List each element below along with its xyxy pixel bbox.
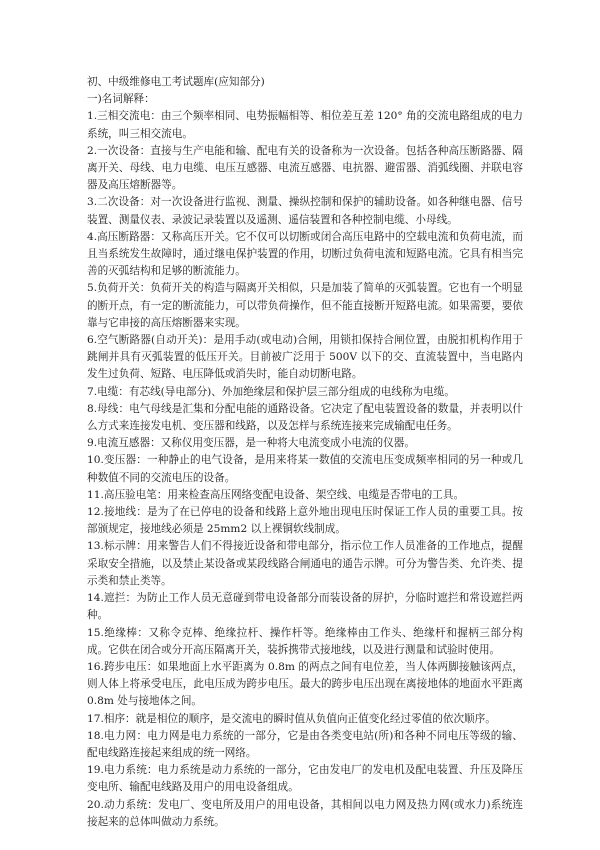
document-page	[87, 74, 523, 831]
definition-entry: 8.母线：电气母线是汇集和分配电能的通路设备。它决定了配电装置设备的数量，并表明以什么方式来连接发电机、变压器和线路，以及怎样与系统连接来完成输配电任务。	[87, 402, 523, 433]
definition-entry: 7.电缆：有芯线(导电部分)、外加绝缘层和保护层三部分组成的电线称为电缆。	[87, 385, 455, 398]
definition-entry: 13.标示牌：用来警告人们不得接近设备和带电部分，指示位工作人员准备的工作地点，提醒采取安全措施，以及禁止某设备或某段线路合闸通电的通告示牌。可分为警告类、允许类、提示类和禁止类等。	[87, 540, 523, 587]
definition-entry: 12.接地线：是为了在已停电的设备和线路上意外地出现电压时保证工作人员的重要工具。按部颁规定，接地线必须是 25mm2 以上裸铜软线制成。	[87, 506, 523, 536]
definition-entry: 10.变压器：一种静止的电气设备，是用来将某一数值的交流电压变成频率相同的另一种或几种数值不同的交流电压的设备。	[87, 454, 523, 484]
definition-entry: 20.动力系统：发电厂、变电所及用户的用电设备，其相间以电力网及热力网(或水力)系统连接起来的总体叫做动力系统。	[87, 798, 523, 828]
definition-entry: 5.负荷开关：负荷开关的构造与隔离开关相似，只是加装了简单的灭弧装置。它也有一个明显的断开点，有一定的断流能力，可以带负荷操作，但不能直接断开短路电流。如果需要，要依靠与它串接的高压熔断器来实现。	[87, 282, 523, 329]
definition-entry: 9.电流互感器：又称仪用变压器，是一种将大电流变成小电流的仪器。	[87, 437, 415, 450]
definition-entry: 17.相序：就是相位的顺序，是交流电的瞬时值从负值向正值变化经过零值的依次顺序。	[87, 712, 496, 725]
definition-entry: 4.高压断路器：又称高压开关。它不仅可以切断或闭合高压电路中的空载电流和负荷电流，而且当系统发生故障时，通过继电保护装置的作用，切断过负荷电流和短路电流。它具有相当完善的灭弧结构和足够的断流能力。	[87, 230, 523, 278]
definition-entry: 14.遮拦：为防止工作人员无意碰到带电设备部分而装设备的屏护，分临时遮拦和常设遮拦两种。	[87, 592, 523, 622]
definition-entry: 6.空气断路器(自动开关)：是用手动(或电动)合闸，用锁扣保持合闸位置，由脱扣机构作用于跳闸并具有灭弧装置的低压开关。目前被广泛用于 500V 以下的交、直流装置中，当电路内发生过负荷、短路、电压降低或消失时，能自动切断电路。	[87, 334, 523, 381]
document-title: 初、中级维修电工考试题库(应知部分)	[87, 76, 265, 88]
definition-entry: 1.三相交流电：由三个频率相同、电势振幅相等、相位差互差 120° 角的交流电路组成的电力系统，叫三相交流电。	[87, 110, 523, 140]
definition-entry: 3.二次设备：对一次设备进行监视、测量、操纵控制和保护的辅助设备。如各种继电器、信号装置、测量仪表、录波记录装置以及遥测、遥信装置和各种控制电缆、小母线。	[87, 196, 523, 226]
definition-entry: 11.高压验电笔：用来检查高压网络变配电设备、架空线、电缆是否带电的工具。	[87, 488, 465, 501]
definition-entry: 2.一次设备：直接与生产电能和输、配电有关的设备称为一次设备。包括各种高压断路器、隔离开关、母线、电力电缆、电压互感器、电流互感器、电抗器、避雷器、消弧线圈、并联电容器及高压熔断器等。	[87, 144, 523, 192]
definition-entry: 18.电力网：电力网是电力系统的一部分，它是由各类变电站(所)和各种不同电压等级的输、配电线路连接起来组成的统一网络。	[87, 729, 523, 759]
definition-entry: 15.绝缘棒：又称令克棒、绝缘拉杆、操作杆等。绝缘棒由工作头、绝缘杆和握柄三部分构成。它供在闭合或分开高压隔离开关，装拆携带式接地线，以及进行测量和试验时使用。	[87, 626, 523, 656]
definition-entry: 19.电力系统：电力系统是动力系统的一部分，它由发电厂的发电机及配电装置、升压及降压变电所、输配电线路及用户的用电设备组成。	[87, 764, 523, 794]
definition-entry: 16.跨步电压：如果地面上水平距离为 0.8m 的两点之间有电位差，当人体两脚接触该两点，则人体上将承受电压，此电压成为跨步电压。最大的跨步电压出现在离接地体的地面水平距离 0.8m 处与接地体之间。	[87, 660, 523, 708]
section-heading: 一)名词解释：	[87, 93, 155, 106]
